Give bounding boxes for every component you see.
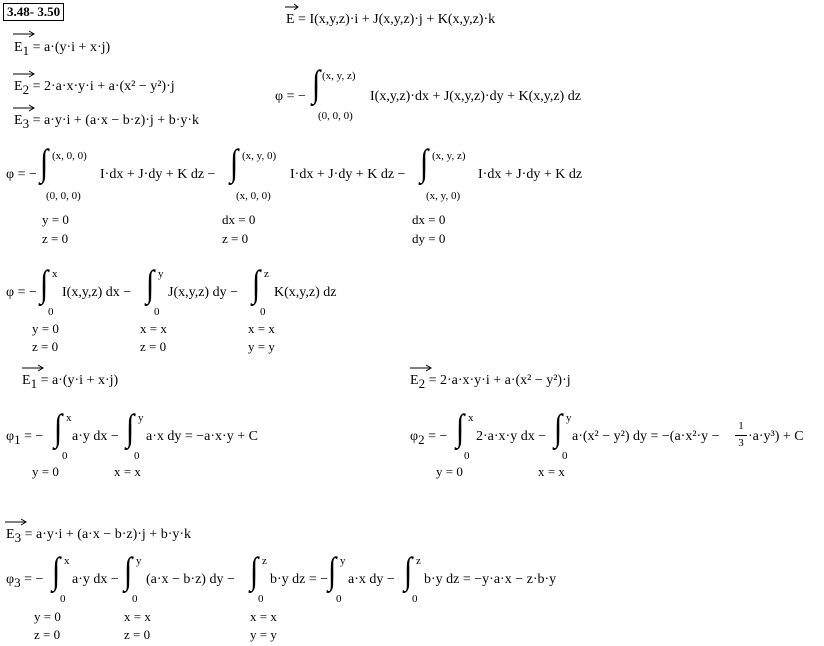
upper-limit: x bbox=[468, 412, 474, 424]
condition: y = y bbox=[250, 627, 277, 642]
integral-sign: ∫ bbox=[52, 550, 61, 592]
condition: y = 0 bbox=[32, 321, 59, 336]
condition: z = 0 bbox=[34, 627, 61, 642]
condition: y = y bbox=[248, 339, 275, 354]
phi-simple-lhs: φ = − bbox=[6, 285, 37, 300]
integral-sign: ∫ bbox=[252, 263, 261, 305]
e1-definition: $E_1 = a\cdot(y\cdot i + x\cdot j)$ bbox=[14, 40, 111, 58]
vector-arrow-icon bbox=[409, 364, 433, 372]
condition: z = 0 bbox=[42, 231, 69, 246]
integral-sign: ∫ bbox=[420, 142, 429, 184]
condition: x = x bbox=[114, 464, 141, 479]
lower-limit: 0 bbox=[132, 593, 138, 605]
condition: x = x bbox=[538, 464, 565, 479]
vector-arrow-icon bbox=[284, 2, 300, 10]
integral-sign: ∫ bbox=[554, 407, 563, 449]
integral-sign: ∫ bbox=[146, 263, 155, 305]
vector-arrow-icon bbox=[12, 70, 36, 78]
integral-sign: ∫ bbox=[230, 142, 239, 184]
condition: y = 0 bbox=[32, 464, 59, 479]
lower-limit: 0 bbox=[48, 306, 54, 318]
case2-field: $E_2 = 2\cdot a\cdot x\cdot y\cdot i + a\cdot(x^2 - y^2)\cdot j$ bbox=[410, 373, 571, 391]
vector-arrow-icon bbox=[21, 364, 45, 372]
upper-limit: x bbox=[66, 412, 72, 424]
problem-label: 3.48- 3.50 bbox=[3, 3, 64, 21]
upper-limit: z bbox=[416, 555, 421, 567]
integrand: a·y dx − bbox=[72, 429, 119, 444]
upper-limit: x bbox=[64, 555, 70, 567]
case1-field: $E_1 = a\cdot(y\cdot i + x\cdot j)$ bbox=[22, 373, 119, 391]
lower-limit: 0 bbox=[60, 593, 66, 605]
case2-phi-lhs: $\varphi_2$ = − bbox=[410, 429, 448, 447]
phi-split-lhs: φ = − bbox=[6, 167, 37, 182]
case3-phi-lhs: $\varphi_3$ = − bbox=[6, 572, 44, 590]
integrand: (a·x − b·z) dy − bbox=[146, 572, 235, 587]
e3-definition: $E_3 = a\cdot y\cdot i + (a\cdot x - b\cdot z)\cdot j + b\cdot y\cdot k$ bbox=[14, 113, 200, 131]
lower-limit: 0 bbox=[134, 450, 140, 462]
integrand: I·dx + J·dy + K dz − bbox=[100, 167, 216, 182]
lower-limit: 0 bbox=[412, 593, 418, 605]
case2-tail: ·a·y³) + C bbox=[748, 429, 804, 444]
integrand: b·y dz = −y·a·x − z·b·y bbox=[424, 572, 557, 587]
condition: x = x bbox=[124, 609, 151, 624]
integral-sign: ∫ bbox=[126, 407, 135, 449]
case1-phi-lhs: $\varphi_1$ = − bbox=[6, 429, 44, 447]
vector-arrow-icon bbox=[12, 104, 36, 112]
integral-sign: ∫ bbox=[40, 142, 49, 184]
integrand: a·x dy − bbox=[348, 572, 395, 587]
fraction-bar bbox=[735, 435, 747, 436]
condition: z = 0 bbox=[140, 339, 167, 354]
integral-sign: ∫ bbox=[404, 550, 413, 592]
upper-limit: x bbox=[52, 268, 58, 280]
integrand: I(x,y,z) dx − bbox=[62, 285, 132, 300]
integrand: a·x dy = −a·x·y + C bbox=[146, 429, 258, 444]
condition: y = 0 bbox=[42, 212, 69, 227]
integral-sign: ∫ bbox=[250, 550, 259, 592]
integral-sign: ∫ bbox=[312, 63, 321, 105]
lower-limit: 0 bbox=[258, 593, 264, 605]
condition: z = 0 bbox=[222, 231, 249, 246]
case3-field: $E_3 = a\cdot y\cdot i + (a\cdot x - b\cdot z)\cdot j + b\cdot y\cdot k$ bbox=[6, 527, 192, 545]
fraction-denominator: 3 bbox=[738, 437, 744, 449]
lower-limit: 0 bbox=[464, 450, 470, 462]
upper-limit: y bbox=[566, 412, 572, 424]
lower-limit: 0 bbox=[562, 450, 568, 462]
vector-arrow-icon bbox=[4, 518, 28, 526]
condition: dx = 0 bbox=[412, 212, 446, 227]
e2-definition: $E_2 = 2\cdot a\cdot x\cdot y\cdot i + a\cdot(x^2 - y^2)\cdot j$ bbox=[14, 79, 175, 97]
lower-limit: 0 bbox=[154, 306, 160, 318]
integrand: I·dx + J·dy + K dz − bbox=[290, 167, 406, 182]
lower-limit: (x, 0, 0) bbox=[236, 190, 271, 202]
condition: z = 0 bbox=[124, 627, 151, 642]
phi-general-lhs: φ = − bbox=[275, 89, 306, 104]
integral-sign: ∫ bbox=[124, 550, 133, 592]
integrand: I·dx + J·dy + K dz bbox=[478, 167, 583, 182]
condition: dy = 0 bbox=[412, 231, 446, 246]
condition: y = 0 bbox=[34, 609, 61, 624]
lower-limit: (x, y, 0) bbox=[426, 190, 461, 202]
integrand: 2·a·x·y dx − bbox=[476, 429, 547, 444]
lower-limit: 0 bbox=[336, 593, 342, 605]
upper-limit: y bbox=[158, 268, 164, 280]
fraction-numerator: 1 bbox=[738, 420, 744, 432]
integrand: a·(x² − y²) dy = −(a·x²·y − bbox=[572, 429, 720, 444]
condition: x = x bbox=[250, 609, 277, 624]
lower-limit: 0 bbox=[260, 306, 266, 318]
condition: x = x bbox=[140, 321, 167, 336]
general-field-equation: E = I(x,y,z)·i + J(x,y,z)·j + K(x,y,z)·k bbox=[286, 12, 496, 27]
upper-limit: (x, y, 0) bbox=[242, 150, 277, 162]
phi-general-integrand: I(x,y,z)·dx + J(x,y,z)·dy + K(x,y,z) dz bbox=[370, 89, 581, 104]
integrand: J(x,y,z) dy − bbox=[168, 285, 238, 300]
integrand: K(x,y,z) dz bbox=[274, 285, 337, 300]
condition: x = x bbox=[248, 321, 275, 336]
vector-arrow-icon bbox=[12, 30, 36, 38]
upper-limit: z bbox=[264, 268, 269, 280]
upper-limit: (x, y, z) bbox=[432, 150, 466, 162]
upper-limit: z bbox=[262, 555, 267, 567]
lower-limit: (0, 0, 0) bbox=[46, 190, 81, 202]
integral-sign: ∫ bbox=[40, 263, 49, 305]
condition: dx = 0 bbox=[222, 212, 256, 227]
integral-sign: ∫ bbox=[328, 550, 337, 592]
lower-limit: (0, 0, 0) bbox=[318, 110, 353, 122]
integrand: a·y dx − bbox=[72, 572, 119, 587]
integral-sign: ∫ bbox=[54, 407, 63, 449]
condition: z = 0 bbox=[32, 339, 59, 354]
integrand: b·y dz = − bbox=[270, 572, 329, 587]
upper-limit: y bbox=[136, 555, 142, 567]
upper-limit: y bbox=[138, 412, 144, 424]
condition: y = 0 bbox=[436, 464, 463, 479]
upper-limit: y bbox=[340, 555, 346, 567]
upper-limit: (x, 0, 0) bbox=[52, 150, 87, 162]
integral-sign: ∫ bbox=[456, 407, 465, 449]
lower-limit: 0 bbox=[62, 450, 68, 462]
upper-limit: (x, y, z) bbox=[322, 70, 356, 82]
